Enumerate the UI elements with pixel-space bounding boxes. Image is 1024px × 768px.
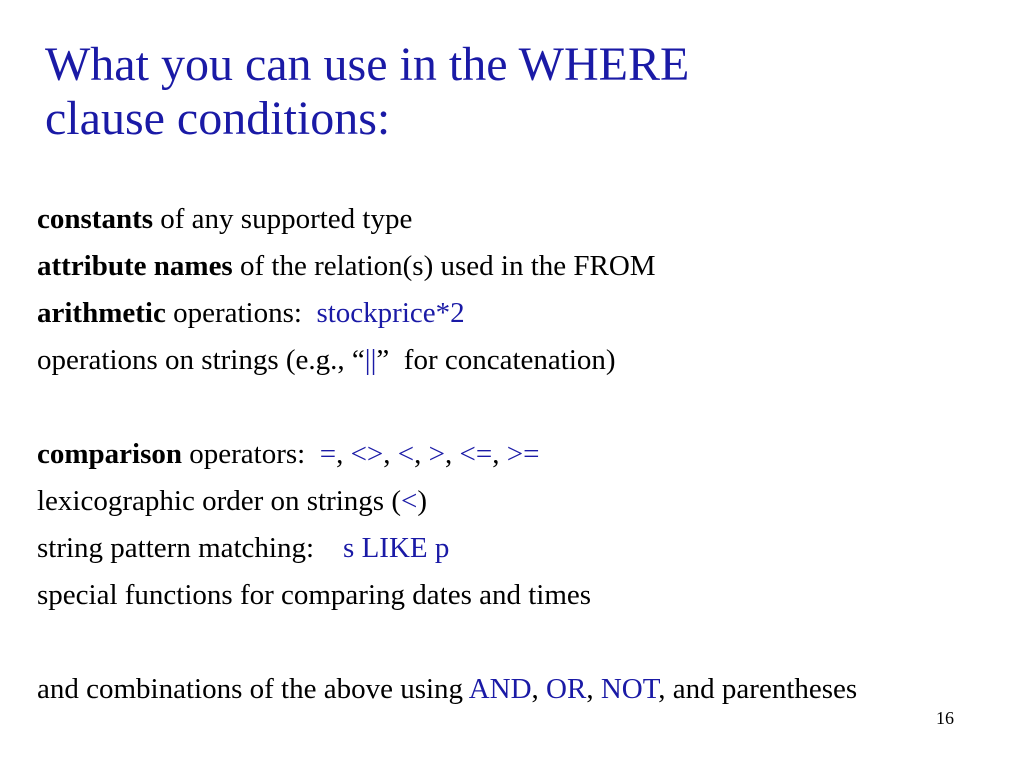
item-date-functions: special functions for comparing dates and times: [37, 579, 592, 611]
title-line-2: clause conditions:: [45, 92, 391, 145]
item-combinations: [37, 666, 987, 713]
item-constants: [37, 196, 987, 243]
example-less-than: <: [401, 485, 418, 517]
op-greater-than: >: [428, 438, 446, 470]
separator: ,: [586, 673, 601, 705]
slide-body: [37, 196, 987, 713]
separator: ,: [492, 438, 507, 470]
text-string-operations-pre: operations on strings (e.g., “: [37, 344, 365, 376]
op-not: NOT: [600, 673, 659, 705]
op-or: OR: [546, 673, 587, 705]
slide-title: [45, 38, 945, 146]
spacer: [37, 619, 987, 666]
term-arithmetic: arithmetic: [37, 297, 166, 329]
separator: ,: [336, 438, 351, 470]
text-lexicographic-post: ): [417, 485, 428, 517]
example-like: s LIKE p: [343, 532, 450, 564]
item-string-operations: [37, 337, 987, 384]
text-string-operations-post: ” for concatenation): [376, 344, 616, 376]
op-and: AND: [468, 673, 532, 705]
term-constants: constants: [37, 203, 154, 235]
separator: ,: [414, 438, 429, 470]
separator: ,: [383, 438, 398, 470]
text-combinations-pre: and combinations of the above using: [37, 673, 469, 705]
example-arithmetic: stockprice*2: [316, 297, 465, 329]
text-lexicographic-pre: lexicographic order on strings (: [37, 485, 402, 517]
text-constants: of any supported type: [153, 203, 413, 235]
separator: ,: [445, 438, 460, 470]
text-arithmetic: operations:: [165, 297, 317, 329]
title-line-1: What you can use in the WHERE: [45, 38, 690, 91]
text-combinations-post: , and parentheses: [658, 673, 858, 705]
item-pattern-matching: [37, 525, 987, 572]
item-arithmetic: [37, 290, 987, 337]
spacer: [37, 384, 987, 431]
item-comparison: [37, 431, 987, 478]
op-equal: =: [319, 438, 337, 470]
op-not-equal: <>: [350, 438, 384, 470]
op-less-equal: <=: [459, 438, 493, 470]
text-comparison: operators:: [182, 438, 320, 470]
text-pattern-matching: string pattern matching:: [37, 532, 344, 564]
separator: ,: [531, 673, 547, 705]
term-attribute-names: attribute names: [37, 250, 233, 282]
page-number: 16: [936, 708, 954, 728]
example-concatenation: ||: [364, 344, 377, 376]
item-attribute-names: [37, 243, 987, 290]
item-lexicographic: [37, 478, 987, 525]
op-less-than: <: [397, 438, 415, 470]
op-greater-equal: >=: [506, 438, 540, 470]
term-comparison: comparison: [37, 438, 182, 470]
text-attribute-names: of the relation(s) used in the FROM: [232, 250, 656, 282]
